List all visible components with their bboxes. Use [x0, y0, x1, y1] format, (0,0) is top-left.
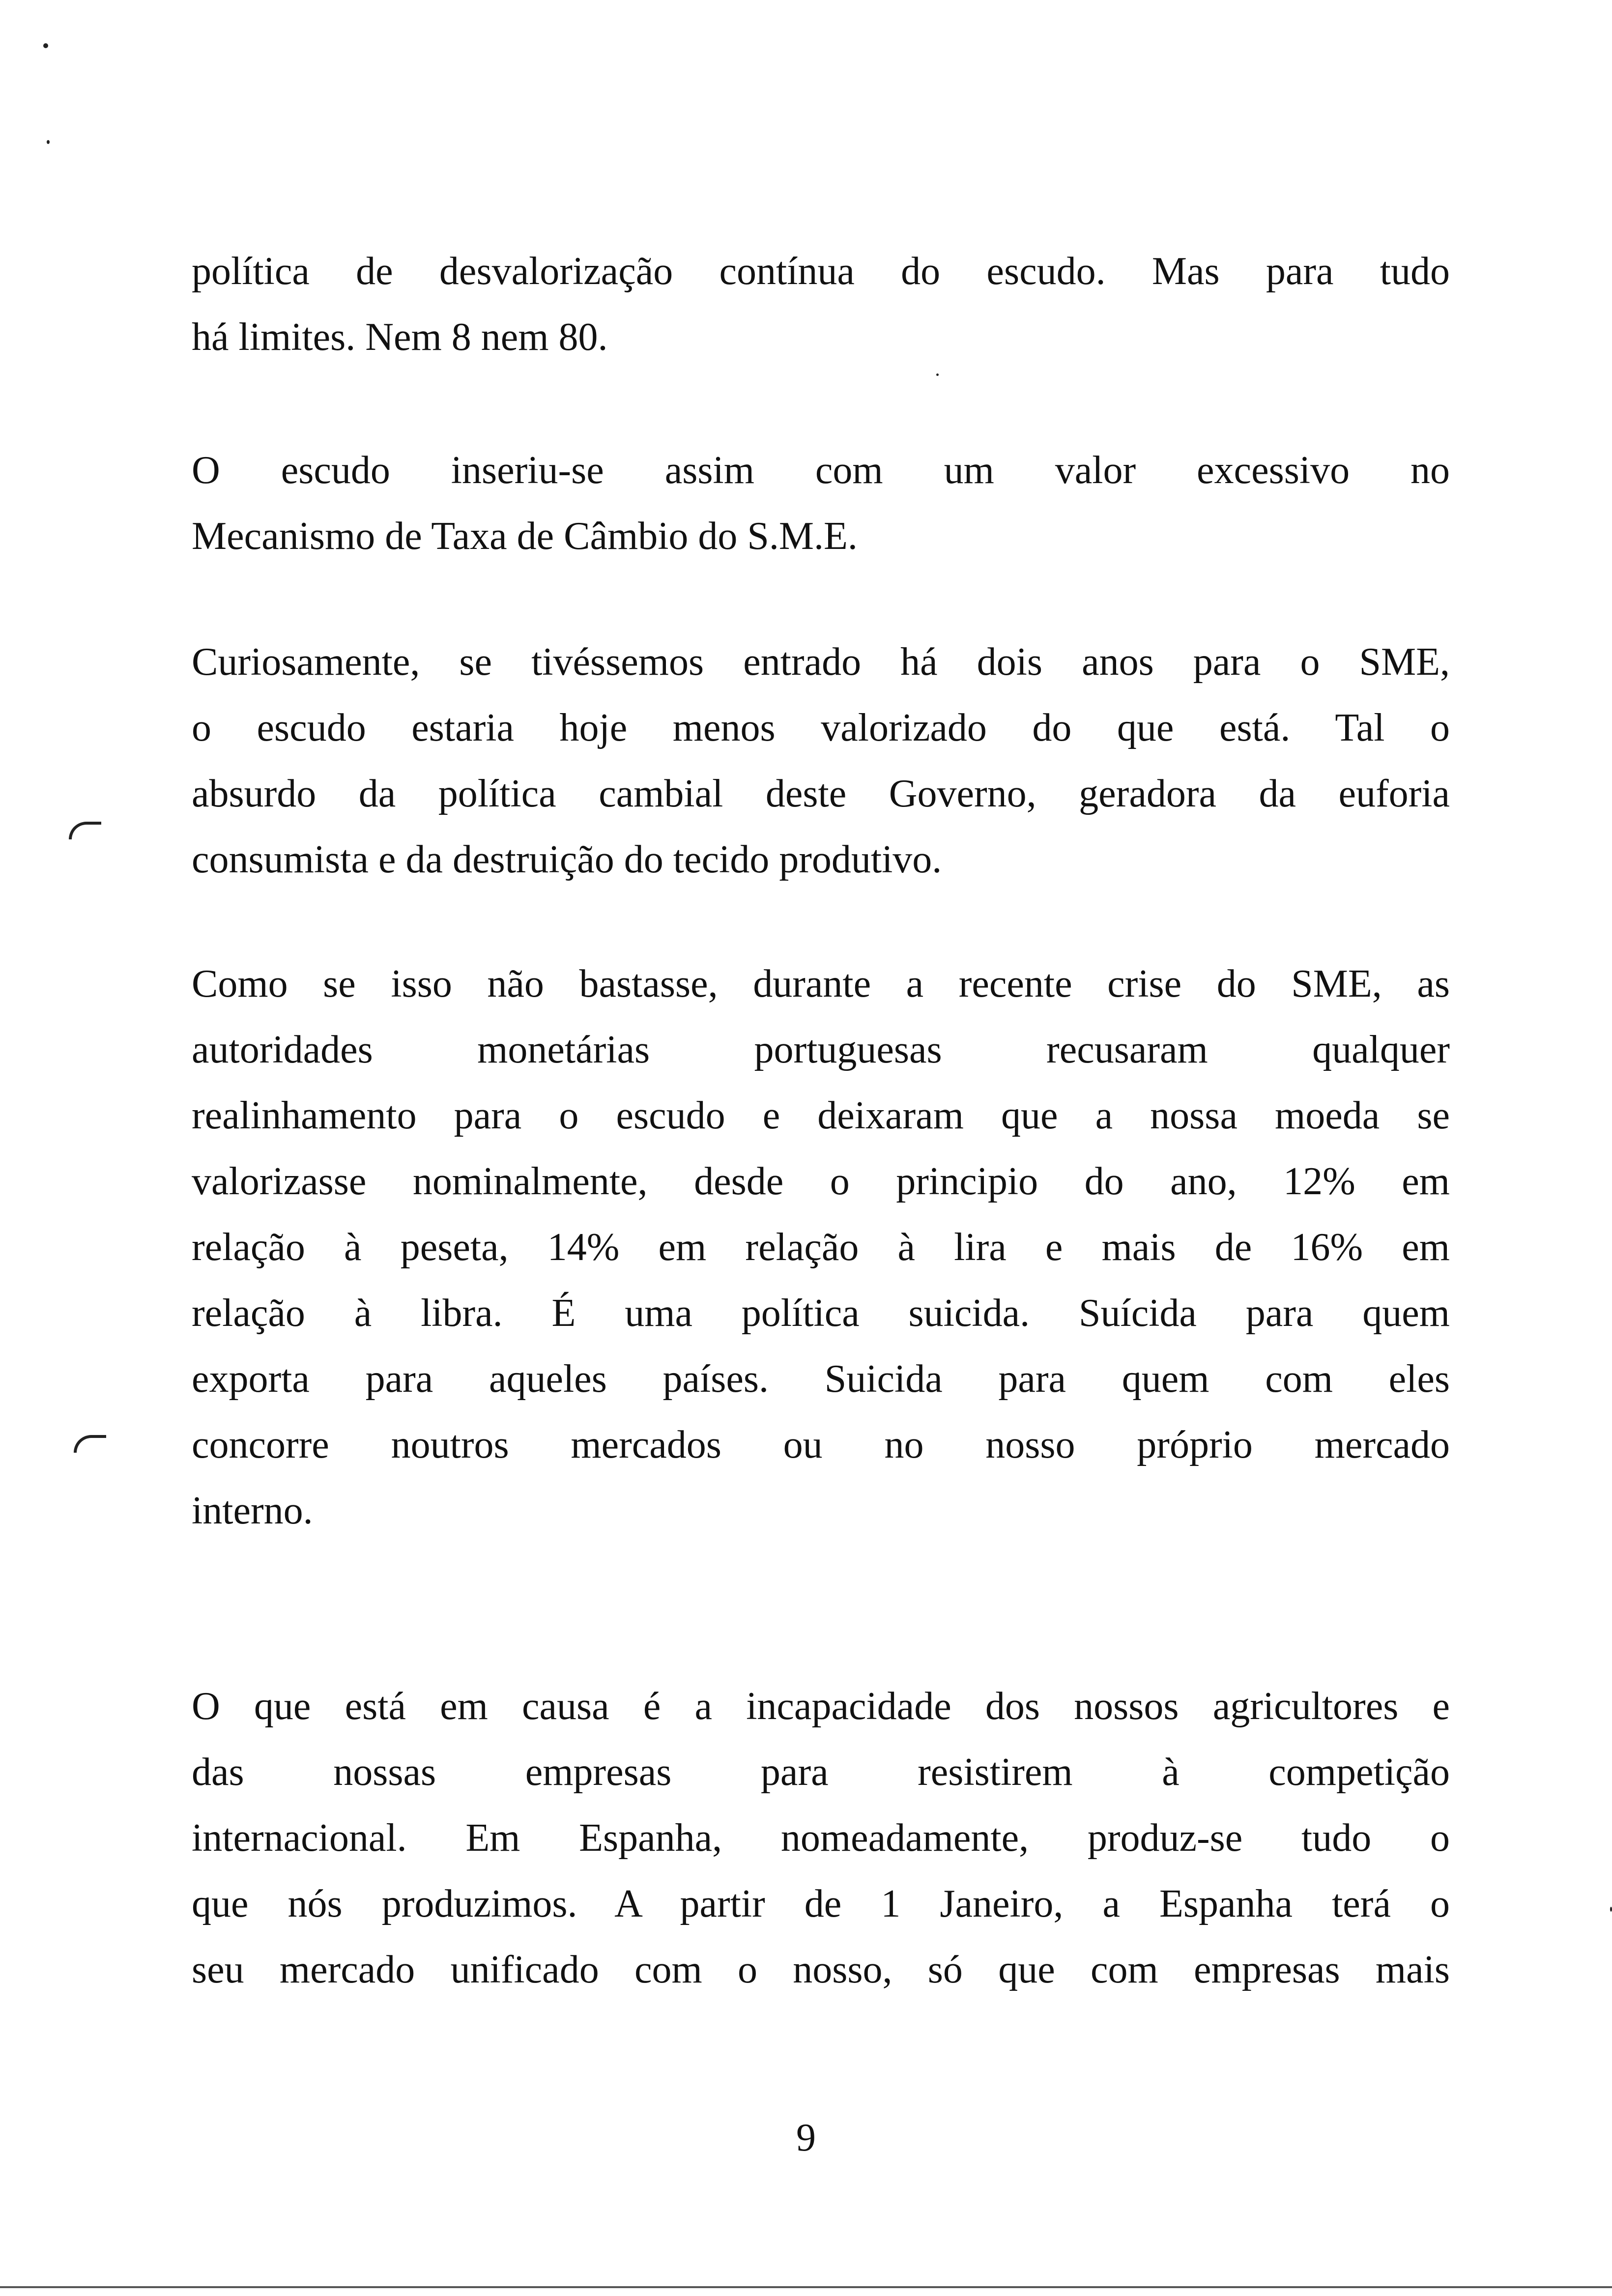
text-line: que nós produzimos. A partir de 1 Janeiro, a Espanha terá o [192, 1882, 1450, 1925]
text-line: seu mercado unificado com o nosso, só que com empresas mais [192, 1948, 1450, 1991]
text-line: O que está em causa é a incapacidade dos nossos agricultores e [192, 1685, 1450, 1728]
text-line: internacional. Em Espanha, nomeadamente, produz-se tudo o [192, 1816, 1450, 1860]
paragraph-5 [192, 1673, 1450, 2003]
margin-mark-1 [69, 822, 101, 839]
page-number: 9 [796, 2116, 816, 2159]
text-line: política de desvalorização contínua do escudo. Mas para tudo [192, 250, 1450, 293]
text-line: exporta para aqueles países. Suicida para quem com eles [192, 1357, 1450, 1401]
text-line: autoridades monetárias portuguesas recusaram qualquer [192, 1028, 1450, 1071]
bottom-edge-rule [0, 2286, 1612, 2288]
text-line: o escudo estaria hoje menos valorizado do que está. Tal o [192, 706, 1450, 749]
scan-speck-upper [47, 140, 50, 144]
text-line: absurdo da política cambial deste Governo, geradora da euforia [192, 772, 1450, 815]
scan-speck-right [1610, 1907, 1612, 1912]
text-line: Curiosamente, se tivéssemos entrado há dois anos para o SME, [192, 640, 1450, 684]
text-line: consumista e da destruição do tecido produtivo. [192, 838, 942, 881]
margin-mark-2 [74, 1435, 106, 1453]
text-line: O escudo inseriu-se assim com um valor excessivo no [192, 449, 1450, 492]
text-line: Como se isso não bastasse, durante a recente crise do SME, as [192, 962, 1450, 1005]
scan-speck-top [43, 43, 48, 48]
text-line: realinhamento para o escudo e deixaram que a nossa moeda se [192, 1094, 1450, 1137]
paragraph-4 [192, 951, 1450, 1544]
text-line: relação à libra. É uma política suicida. Suícida para quem [192, 1292, 1450, 1335]
text-line: há limites. Nem 8 nem 80. [192, 316, 608, 359]
text-line: valorizasse nominalmente, desde o principio do ano, 12% em [192, 1160, 1450, 1203]
paragraph-3 [192, 629, 1450, 892]
text-line: relação à peseta, 14% em relação à lira e mais de 16% em [192, 1226, 1450, 1269]
scan-speck-mid [936, 373, 939, 376]
text-line: Mecanismo de Taxa de Câmbio do S.M.E. [192, 515, 858, 558]
paragraph-1 [192, 238, 1450, 370]
paragraph-2 [192, 437, 1450, 569]
text-line: das nossas empresas para resistirem à competição [192, 1751, 1450, 1794]
text-line: interno. [192, 1489, 313, 1532]
text-line: concorre noutros mercados ou no nosso próprio mercado [192, 1423, 1450, 1466]
